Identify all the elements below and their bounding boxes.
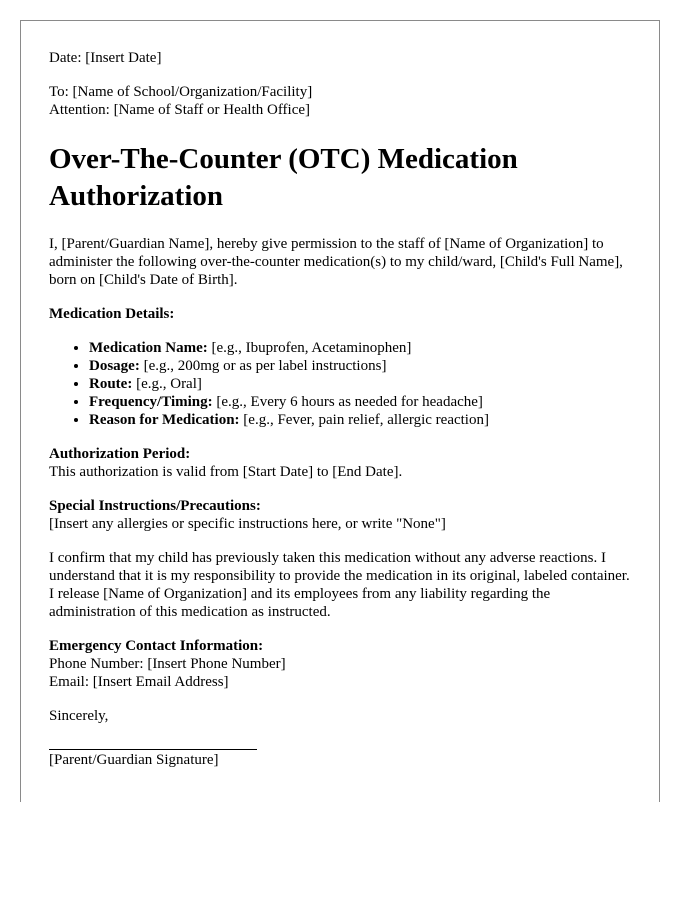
item-value: [e.g., Fever, pain relief, allergic reaction] bbox=[239, 412, 489, 428]
medication-details-label: Medication Details: bbox=[49, 306, 175, 322]
letter-page bbox=[20, 20, 660, 802]
special-instructions-section bbox=[49, 497, 631, 533]
emergency-contact-section bbox=[49, 637, 631, 691]
item-term: Medication Name: bbox=[89, 340, 208, 356]
authorization-period-label: Authorization Period: bbox=[49, 446, 191, 462]
list-item bbox=[89, 339, 631, 357]
list-item bbox=[89, 393, 631, 411]
emergency-phone: Phone Number: [Insert Phone Number] bbox=[49, 656, 286, 672]
special-instructions-text: [Insert any allergies or specific instructions here, or write "None"] bbox=[49, 516, 446, 532]
item-term: Route: bbox=[89, 376, 133, 392]
signature-line bbox=[49, 749, 257, 750]
page-title: Over-The-Counter (OTC) Medication Authorization bbox=[49, 143, 518, 212]
item-term: Dosage: bbox=[89, 358, 140, 374]
recipient-line: To: [Name of School/Organization/Facility] bbox=[49, 84, 313, 100]
item-value: [e.g., 200mg or as per label instructions] bbox=[139, 358, 387, 374]
signature-label: [Parent/Guardian Signature] bbox=[49, 752, 219, 768]
medication-details-list bbox=[49, 339, 631, 429]
special-instructions-label: Special Instructions/Precautions: bbox=[49, 498, 261, 514]
item-value: [e.g., Ibuprofen, Acetaminophen] bbox=[207, 340, 412, 356]
item-value: [e.g., Oral] bbox=[132, 376, 202, 392]
authorization-period-section bbox=[49, 445, 631, 481]
date-line: Date: [Insert Date] bbox=[49, 50, 162, 66]
item-value: [e.g., Every 6 hours as needed for headache] bbox=[212, 394, 483, 410]
item-term: Reason for Medication: bbox=[89, 412, 240, 428]
list-item bbox=[89, 375, 631, 393]
list-item bbox=[89, 357, 631, 375]
closing: Sincerely, bbox=[49, 708, 109, 724]
confirmation-paragraph: I confirm that my child has previously taken this medication without any adverse reactions. I understand that it is my responsibility to provide the medication in its original, labeled container. I release [Name of Organization] and its employees from any liability regarding the administration of this medication as instructed. bbox=[49, 550, 630, 620]
item-term: Frequency/Timing: bbox=[89, 394, 213, 410]
emergency-contact-label: Emergency Contact Information: bbox=[49, 638, 264, 654]
authorization-period-text: This authorization is valid from [Start Date] to [End Date]. bbox=[49, 464, 403, 480]
emergency-email: Email: [Insert Email Address] bbox=[49, 674, 229, 690]
attention-line: Attention: [Name of Staff or Health Office] bbox=[49, 102, 311, 118]
intro-paragraph: I, [Parent/Guardian Name], hereby give permission to the staff of [Name of Organization] to administer the following over-the-counter medication(s) to my child/ward, [Child's Full Name], born on [Child's Date of Birth]. bbox=[49, 236, 623, 288]
list-item bbox=[89, 411, 631, 429]
